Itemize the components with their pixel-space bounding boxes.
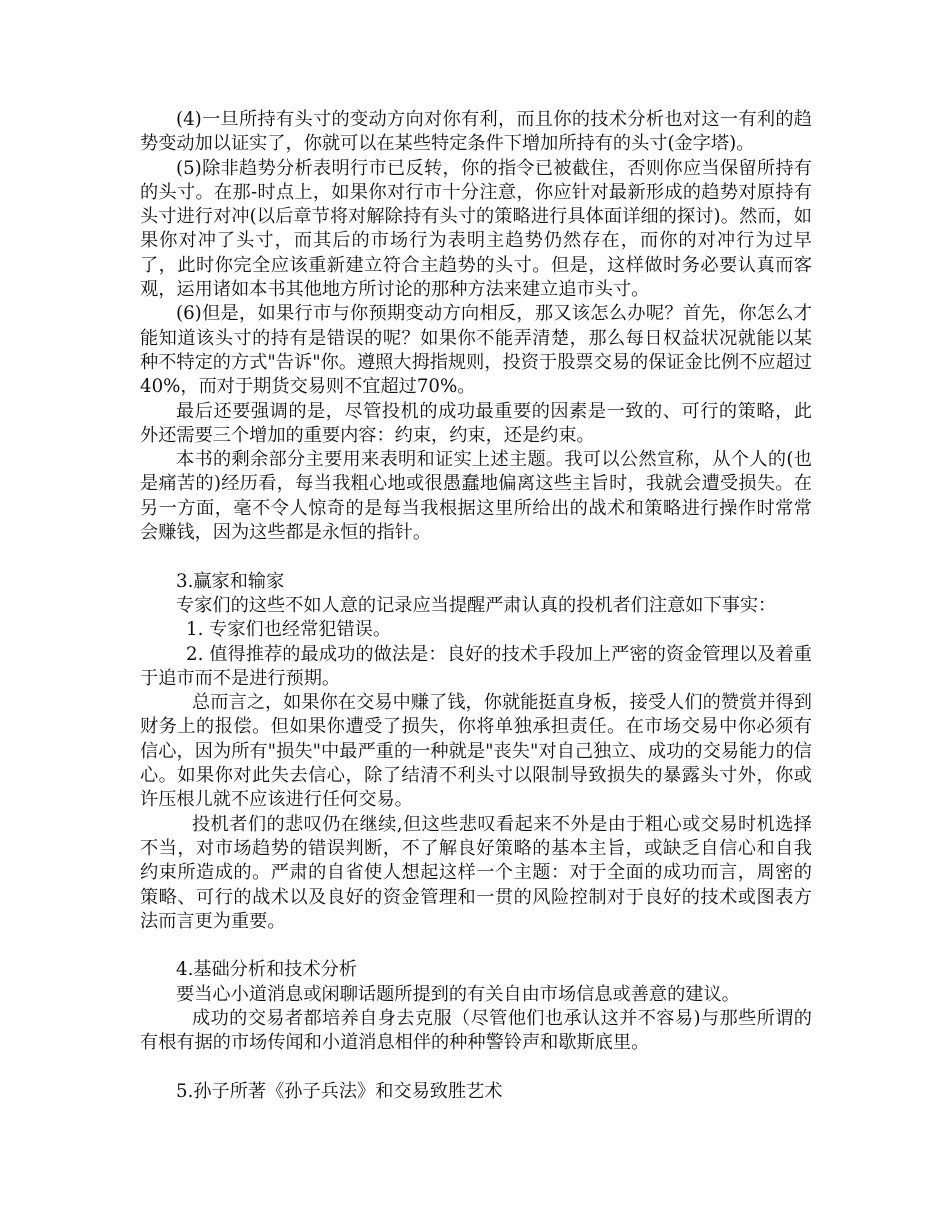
paragraph-in-summary: 总而言之，如果你在交易中赚了钱，你就能挺直身板，接受人们的赞赏并得到财务上的报偿。但如果你遭受了损失，你将单独承担责任。在市场交易中你必须有信心，因为所有"损失"中最严重的一种就是"丧失"对自己独立、成功的交易能力的信心。如果你对此失去信心，除了结清不利头寸以限制导致损失的暴露头寸外，你或许压根儿就不应该进行任何交易。 — [140, 692, 812, 811]
page-body — [140, 108, 812, 1104]
paragraph-point-4: (4)一旦所持有头寸的变动方向对你有利，而且你的技术分析也对这一有利的趋势变动加以证实了，你就可以在某些特定条件下增加所持有的头寸(金字塔)。 — [140, 109, 812, 155]
section-heading-fundamental-technical: 4.基础分析和技术分析 — [176, 959, 358, 981]
paragraph-point-6: (6)但是，如果行市与你预期变动方向相反，那又该怎么办呢？首先，你怎么才能知道该头寸的持有是错误的呢？如果你不能弄清楚，那么每日权益状况就能以某种不特定的方式"告诉"你。遵照大拇指规则，投资于股票交易的保证金比例不应超过40%，而对于期货交易则不宜超过70%。 — [140, 303, 812, 398]
section-heading-sun-tzu: 5.孙子所著《孙子兵法》和交易致胜艺术 — [176, 1080, 503, 1102]
paragraph-speculator-laments: 投机者们的悲叹仍在继续,但这些悲叹看起来不外是由于粗心或交易时机选择不当，对市场趋势的错误判断，不了解良好策略的基本主旨，或缺乏自信心和自我约束所造成的。严肃的自省使人想起这样一个主题：对于全面的成功而言，周密的策略、可行的战术以及良好的资金管理和一贯的风险控制对于良好的技术或图表方法而言更为重要。 — [140, 813, 812, 932]
paragraph-experts-record: 专家们的这些不如人意的记录应当提醒严肃认真的投机者们注意如下事实： — [176, 594, 777, 616]
paragraph-point-5: (5)除非趋势分析表明行市已反转，你的指令已被截住，否则你应当保留所持有的头寸。在那-时点上，如果你对行市十分注意，你应针对最新形成的趋势对原持有头寸进行对冲(以后章节将对解除持有头寸的策略进行具体面详细的探讨)。然而，如果你对冲了头寸，而其后的市场行为表明主趋势仍然存在，而你的对冲行为过早了，此时你完全应该重新建立符合主趋势的头寸。但是，这样做时务必要认真而客观，运用诸如本书其他地方所讨论的那种方法来建立追市头寸。 — [140, 157, 812, 301]
paragraph-successful-traders: 成功的交易者都培养自身去克服（尽管他们也承认这并不容易)与那些所谓的有根有据的市场传闻和小道消息相伴的种种警铃声和歇斯底里。 — [140, 1007, 812, 1054]
paragraph-book-remainder: 本书的剩余部分主要用来表明和证实上述主题。我可以公然宣称，从个人的(也是痛苦的)经历看，每当我粗心地或很愚蠢地偏离这些主旨时，我就会遭受损失。在另一方面，毫不令人惊奇的是每当我根据这里所给出的战术和策略进行操作时常常会赚钱，因为这些都是永恒的指针。 — [140, 449, 812, 544]
list-item-2: 2. 值得推荐的最成功的做法是：良好的技术手段加上严密的资金管理以及着重于追市而不是进行预期。 — [140, 643, 812, 689]
paragraph-discipline: 最后还要强调的是，尽管投机的成功最重要的因素是一致的、可行的策略，此外还需要三个增加的重要内容：约束，约束，还是约束。 — [140, 400, 812, 446]
section-heading-winners-losers: 3.赢家和输家 — [176, 570, 285, 592]
list-item-1: 1. 专家们也经常犯错误。 — [186, 619, 392, 641]
paragraph-beware-tips: 要当心小道消息或闲聊话题所提到的有关自由市场信息或善意的建议。 — [176, 983, 740, 1005]
